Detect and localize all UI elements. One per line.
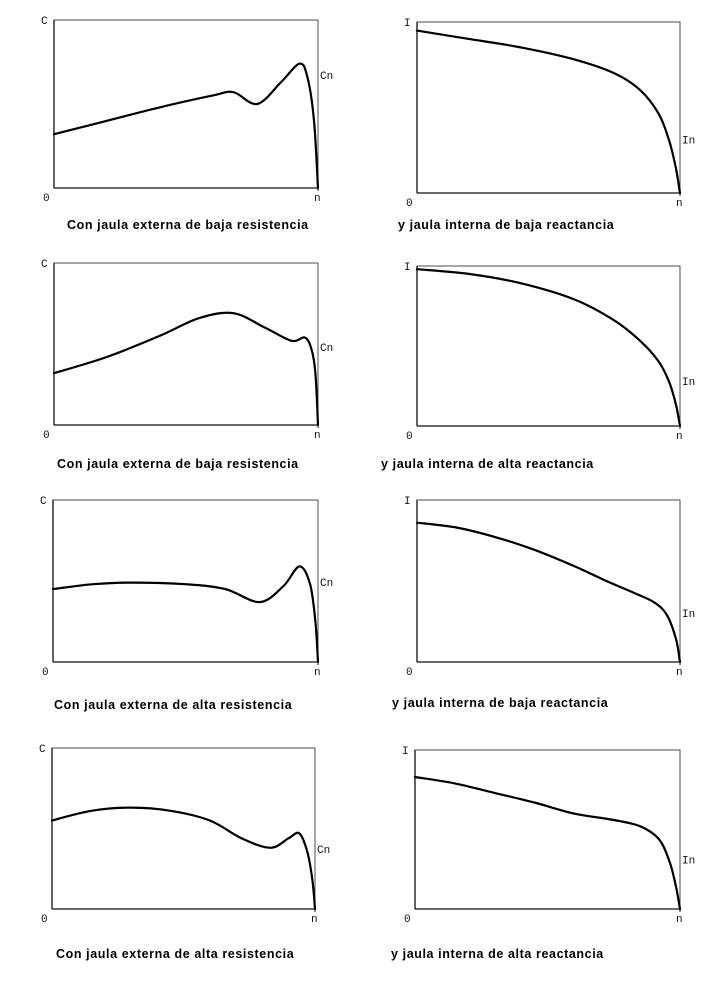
panel-3-torque-ylabel: C [41, 259, 48, 271]
panel-3-torque-origin-label: 0 [43, 430, 50, 442]
panel-3-torque [41, 259, 333, 442]
panel-2-current-ylabel: I [404, 18, 411, 30]
panel-6-current-frame [417, 500, 680, 662]
panel-7-torque-origin-label: 0 [41, 914, 48, 926]
panel-8-current-origin-label: 0 [404, 914, 411, 926]
panel-2-current-curve-label: In [682, 135, 696, 148]
panel-1-torque-ylabel: C [41, 16, 48, 28]
panel-1-torque-origin-label: 0 [43, 193, 50, 205]
panel-5-torque-xlabel: n [314, 667, 321, 679]
panel-1-torque-xlabel: n [314, 193, 321, 205]
panel-1-torque-curve-label: Cn [320, 71, 334, 84]
panel-7-torque-ylabel: C [39, 744, 46, 756]
panel-8-current-curve [415, 777, 680, 909]
panel-6-current-curve [417, 523, 680, 662]
panel-1-torque [41, 16, 333, 205]
panel-6-current [404, 496, 695, 679]
row3-caption-left: Con jaula externa de alta resistencia [54, 698, 293, 712]
panel-6-current-origin-label: 0 [406, 667, 413, 679]
panel-4-current-curve-label: In [682, 376, 696, 389]
panel-3-torque-curve-label: Cn [320, 342, 334, 355]
panel-1-torque-curve [54, 64, 318, 188]
row4-caption-left: Con jaula externa de alta resistencia [56, 947, 295, 961]
panel-8-current-curve-label: In [682, 855, 696, 868]
caption-group [54, 218, 615, 961]
panel-8-current [402, 746, 695, 926]
panel-7-torque-curve [52, 808, 315, 909]
panel-2-current-origin-label: 0 [406, 198, 413, 210]
panel-4-current-ylabel: I [404, 262, 411, 274]
panel-8-current-ylabel: I [402, 746, 409, 758]
panel-4-current-xlabel: n [676, 431, 683, 443]
panel-5-torque-curve-label: Cn [320, 578, 334, 591]
row3-caption-right: y jaula interna de baja reactancia [392, 696, 609, 710]
row2-caption-left: Con jaula externa de baja resistencia [57, 457, 299, 471]
panel-3-torque-frame [54, 263, 318, 425]
panel-8-current-frame [415, 750, 680, 909]
panel-7-torque [39, 744, 330, 926]
panel-8-current-xlabel: n [676, 914, 683, 926]
panel-5-torque-frame [53, 500, 318, 662]
row4-caption-right: y jaula interna de alta reactancia [391, 947, 604, 961]
panel-6-current-curve-label: In [682, 609, 696, 622]
panel-grid [39, 16, 695, 926]
panel-5-torque-origin-label: 0 [42, 667, 49, 679]
panel-4-current-curve [417, 269, 680, 426]
panel-3-torque-xlabel: n [314, 430, 321, 442]
panel-3-torque-curve [54, 313, 318, 425]
row2-caption-right: y jaula interna de alta reactancia [381, 457, 594, 471]
panel-7-torque-curve-label: Cn [317, 845, 331, 858]
panel-5-torque [40, 496, 333, 679]
row1-caption-right: y jaula interna de baja reactancia [398, 218, 615, 232]
panel-7-torque-xlabel: n [311, 914, 318, 926]
panel-6-current-ylabel: I [404, 496, 411, 508]
panel-2-current-frame [417, 22, 680, 193]
panel-7-torque-frame [52, 748, 315, 909]
panel-4-current-origin-label: 0 [406, 431, 413, 443]
panel-2-current-curve [417, 31, 680, 193]
panel-1-torque-frame [54, 20, 318, 188]
panel-5-torque-ylabel: C [40, 496, 47, 508]
panel-5-torque-curve [53, 566, 318, 662]
panel-2-current-xlabel: n [676, 198, 683, 210]
panel-4-current [404, 262, 695, 443]
panel-6-current-xlabel: n [676, 667, 683, 679]
row1-caption-left: Con jaula externa de baja resistencia [67, 218, 309, 232]
panel-2-current [404, 18, 695, 210]
